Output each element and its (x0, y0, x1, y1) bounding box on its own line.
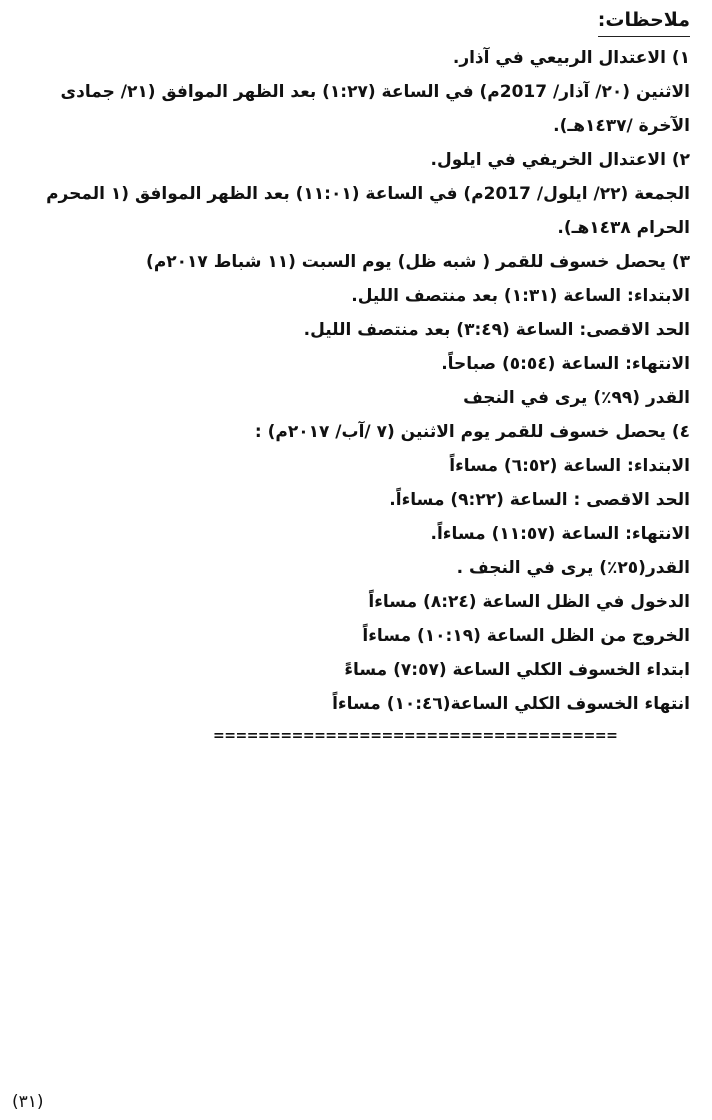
note-line: الحد الاقصى: الساعة (٣:٤٩) بعد منتصف الليل. (303, 320, 690, 340)
note-line: الخروج من الظل الساعة (١٠:١٩) مساءاً (362, 626, 690, 646)
note-line: الابتداء: الساعة (١:٣١) بعد منتصف الليل. (351, 286, 690, 306)
note-line: الحد الاقصى : الساعة (٩:٢٢) مساءاً. (389, 490, 690, 510)
note-line: القدر(٢٥٪) يرى في النجف . (456, 558, 690, 578)
note-line: ١) الاعتدال الربيعي في آذار. (452, 48, 690, 68)
note-line: الدخول في الظل الساعة (٨:٢٤) مساءاً (368, 592, 690, 612)
note-line: القدر (٩٩٪) يرى في النجف (463, 388, 690, 408)
note-line: ٤) يحصل خسوف للقمر يوم الاثنين (٧ /آب/ ٢٠١٧م) : (254, 422, 690, 442)
note-line: ٢) الاعتدال الخريفي في ايلول. (430, 150, 690, 170)
notes-title: ملاحظات: (598, 4, 690, 37)
note-line: ٣) يحصل خسوف للقمر ( شبه ظل) يوم السبت (١١ شباط ٢٠١٧م) (146, 252, 690, 272)
note-line: الاثنين (٢٠/ آذار/ 2017م) في الساعة (١:٢٧) بعد الظهر الموافق (٢١/ جمادى الآخرة /١٤٣٧هـ). (60, 82, 690, 136)
notes-section (10, 4, 690, 721)
note-line: الجمعة (٢٢/ ايلول/ 2017م) في الساعة (١١:٠١) بعد الظهر الموافق (١ المحرم الحرام ١٤٣٨هـ). (46, 184, 690, 238)
note-line: ابتداء الخسوف الكلي الساعة (٧:٥٧) مساءً (344, 660, 690, 680)
note-line: انتهاء الخسوف الكلي الساعة(١٠:٤٦) مساءاً (332, 694, 690, 714)
page-number: (٣١) (12, 1092, 44, 1112)
separator-line: ==================================== (213, 728, 618, 744)
note-line: الانتهاء: الساعة (١١:٥٧) مساءاً. (430, 524, 690, 544)
note-line: الانتهاء: الساعة (٥:٥٤) صباحاً. (441, 354, 690, 374)
note-line: الابتداء: الساعة (٦:٥٢) مساءاً (449, 456, 690, 476)
